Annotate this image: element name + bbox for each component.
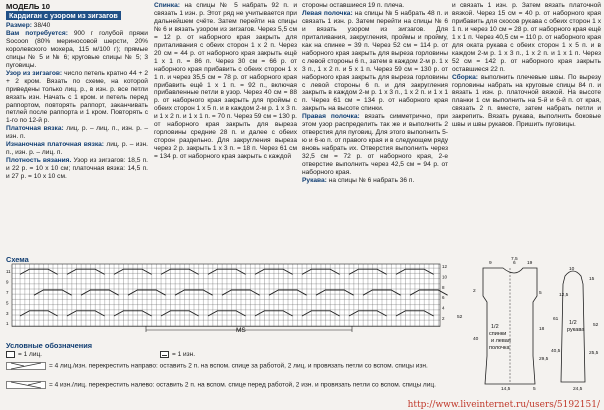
legend-knit: = 1 лиц. [6, 351, 42, 359]
row-number: 9 [6, 279, 9, 285]
sleeves-label: Рукава: [302, 176, 327, 184]
dimension-label: 9 [489, 261, 492, 266]
zigzag-text: число петель кратно 44 + 2 + 2 кром. Вязать по схеме, на которой приведены только лиц. р., в изн. р. все петли вязать изн. Начать с 1 кром. и петель перед раппортом, повторять раппорт, заканчивать петлей после раппорта и 1 кром. Повторять с 1-го по 12-й р. [6, 69, 148, 125]
size-value: 38/40 [31, 22, 51, 29]
back-label: Спинка: [154, 2, 180, 9]
row-number: 3 [6, 310, 9, 316]
chart-cells [12, 264, 440, 326]
row-number: 1 [6, 321, 9, 327]
sleeves-continuation: и связать 1 изн. р. Затем вязать платочной вязкой. Через 15 см = 40 р. от наборного края прибавить для скосов рукава с обеих сторон 1 х 1 п. и через 10 см = 28 р. от наборного края ещё 1 х 1 п. Через 40,5 см = 110 р. от наборного края для оката рукава с обеих сторон 1 х 5 п. и в каждом 2-м р. 1 х 3 п., 1 х 2 п. и 1 х 1 п. Через 52 см = 142 р. от наборного края закрыть оставшиеся 22 п. [452, 2, 601, 73]
materials-label: Вам потребуется: [6, 29, 68, 37]
dimension-label: 7,5 [511, 257, 518, 262]
legend-title: Условные обозначения [6, 341, 93, 350]
sleeve-label-1: 1/2 [569, 320, 577, 326]
row-number: 4 [442, 305, 445, 311]
chart-title: Схема [6, 255, 29, 264]
assembly-text: выполнить плечевые швы. По вырезу горловины набрать на круговые спицы 84 п. и вязать 1 изн. р. платочной вязкой. На высоте планки 1 см выполнить на 5-й и 6-й п. от края, связать 2 п. вместе, затем набрать петли и закрепить. Вязать рукава, выполнить боковые швы и швы рукавов. Пришить пуговицы. [452, 73, 601, 129]
cross-right-icon [6, 362, 46, 370]
text-column-3 [302, 2, 448, 185]
gauge-label: Плотность вязания. [6, 157, 72, 165]
row-number: 5 [6, 300, 9, 306]
text-column-4 [452, 2, 601, 129]
stockinette-label: Платочная вязка: [6, 125, 64, 133]
row-numbers-odd [6, 269, 11, 326]
row-number: 12 [442, 264, 448, 269]
dimension-label: 12,5 [559, 293, 569, 298]
dimension-label: 6 [513, 261, 516, 266]
front-back-label-4: полочка [489, 345, 510, 351]
legend-cross-right: = 4 лиц./изн. перекрестить направо: оставить 2 п. на вспом. спице за работой, 2 лиц. и провязать петли со вспом. спицы изн. [6, 362, 446, 371]
blueprint-svg [453, 256, 603, 391]
legend-purl: = 1 изн. [160, 351, 195, 359]
knit-symbol-icon [6, 351, 15, 358]
materials-text: 900 г голубой пряжи Soсоon (80% мериносовой шерсти, 20% королевского мохера, 115 м/100 г); прямые спицы № 5 и № 6; круговые спицы № 5; 3 пуговицы. [6, 29, 148, 69]
dimension-label: 40 [473, 337, 479, 342]
left-front-label: Левая полочка: [302, 9, 353, 17]
dimension-label: 29,5 [539, 357, 549, 362]
knitting-chart [6, 263, 448, 338]
dimension-label: 52 [457, 315, 463, 320]
dimension-label: 18 [539, 327, 545, 332]
reverse-stockinette-label: Изнаночная платочная вязка: [6, 141, 105, 149]
chart-grid [6, 263, 448, 333]
row-number: 7 [6, 290, 9, 295]
row-number: 8 [442, 284, 445, 290]
back-continuation: стороны оставшиеся 19 п. плеча. [302, 2, 405, 9]
watermark-url: http://www.liveinternet.ru/users/5192151/ [407, 400, 600, 410]
dimension-label: 61 [553, 317, 559, 322]
legend-cross-left: = 4 изн./лиц. перекрестить налево: оставить 2 п. на вспом. спице перед работой, 2 изн. и провязать петли со вспом. спицы лиц. [6, 381, 446, 390]
right-front-text: вязать симметрично, при этом узор распределить так же и выполнить 2 отверстия для пуговиц. Для этого выполнить 5-ю и 6-ю п. от правого края и в следующем ряду вновь набрать их. Отверстия выполнить через 32,5 см = 72 р. от наборного края, 2-е отверстие выполнить через 42,5 см = 94 р. от наборного края. [302, 113, 448, 177]
model-title: МОДЕЛЬ 10 [6, 2, 50, 11]
dimension-label: 24,5 [573, 387, 583, 391]
zigzag-label: Узор из зигзагов: [6, 69, 63, 77]
sleeve-label-2: рукава [567, 327, 585, 333]
dimension-label: 15 [589, 277, 595, 282]
left-front-text: на спицы № 5 набрать 48 п. и связать 1 изн. р. Затем перейти на спицы № 6 и вязать узором из зигзагов. Для приталивания, закругления, проймы и пройму, как на спинке = 39 п. Через 52 см = 114 р. от наборного края закрыть для выреза горловины с левой стороны 6 п., затем в каждом 2-м р. 1 х 3 п., 1 х 2 п. и 5 х 1 п. Через 59 см = 130 р. от наборного края закрыть для выреза горловины с левой стороны 6 п. и для закругления закрыть в каждом 2-м р. 1 х 3 п., 1 х 2 п. и 1 х 1 п. Через 61 см = 134 р. от наборного края закрыть на высоте спинки. [302, 9, 448, 113]
dimension-label: 14,5 [501, 387, 511, 391]
front-back-label-1: 1/2 [491, 324, 499, 330]
size-label: Размер: [6, 22, 32, 29]
dimension-label: 5 [539, 291, 542, 296]
sleeves-text: на спицы № 6 набрать 36 п. [326, 176, 415, 184]
dimension-label: 19 [527, 261, 533, 266]
dimension-label: 10 [569, 267, 575, 272]
dimension-label: 5 [533, 387, 536, 391]
gauge-text: Узор из зигзагов: 18,5 п. и 22 р. = 10 х 10 см; платочная вязка: 14,5 п. и 27 р. = 10 х 10 см. [6, 157, 148, 181]
dimension-label: 40,5 [551, 349, 561, 354]
dimension-label: 52 [593, 323, 599, 328]
right-front-label: Правая полочка: [302, 113, 360, 121]
model-subtitle: Кардиган с узором из зигзагов [6, 11, 121, 20]
front-back-label-2: спинки [489, 331, 507, 337]
dimension-label: 25,5 [589, 351, 599, 356]
purl-symbol-icon [160, 351, 169, 358]
reverse-stockinette-text: лиц. р. – изн. п., изн. р. – лиц. п. [6, 141, 148, 157]
row-number: 2 [442, 316, 445, 321]
text-column-1 [6, 2, 148, 181]
back-text: на спицы № 5 набрать 92 п. и связать 1 изн. р. Этот ряд не учитывается при дальнейшем счёте. Затем перейти на спицы № 6 и вязать узором из зигзагов. Через 5,5 см = 12 р. от наборного края закрыть для приталивания с обеих сторон 1 х 2 п. Через 20 см = 44 р. от наборного края закрыть ещё 1 х 1 п. = 86 п. Через 30 см = 66 р. от наборного края прибавить с обеих сторон 1 х 1 п. и через 35,5 см = 78 р. от наборного края прибавить ещё 1 х 1 п. = 92 п., включая прибавленные петли в узор. Через 40 см = 88 р. от наборного края закрыть для проймы с обеих сторон 1 х 5 п. и в каждом 2-м р. 1 х 3 п. и 1 х 2 п. и 1 х 1 п. = 70 п. Через 59 см = 130 р. от наборного края закрыть для выреза горловины средние 28 п. и далее с обеих сторон раздельно. Для закругления выреза через 2 р. закрыть 1 х 3 п. = 18 п. Через 61 см = 134 р. от наборного края закрыть с каждой [154, 2, 297, 161]
row-number: 11 [6, 269, 11, 275]
dimension-labels [457, 256, 599, 391]
front-back-label-3: и левая [491, 338, 511, 344]
garment-blueprint [453, 256, 603, 396]
row-number: 10 [442, 274, 448, 280]
stockinette-text: лиц. р. – лиц. п., изн. р. – изн. п. [6, 125, 148, 141]
dimension-label: 2 [473, 289, 476, 294]
ms-label: MS [236, 327, 246, 333]
text-column-2 [154, 2, 297, 161]
assembly-label: Сборка: [452, 73, 478, 81]
row-number: 6 [442, 295, 445, 301]
cross-left-icon [6, 381, 46, 389]
